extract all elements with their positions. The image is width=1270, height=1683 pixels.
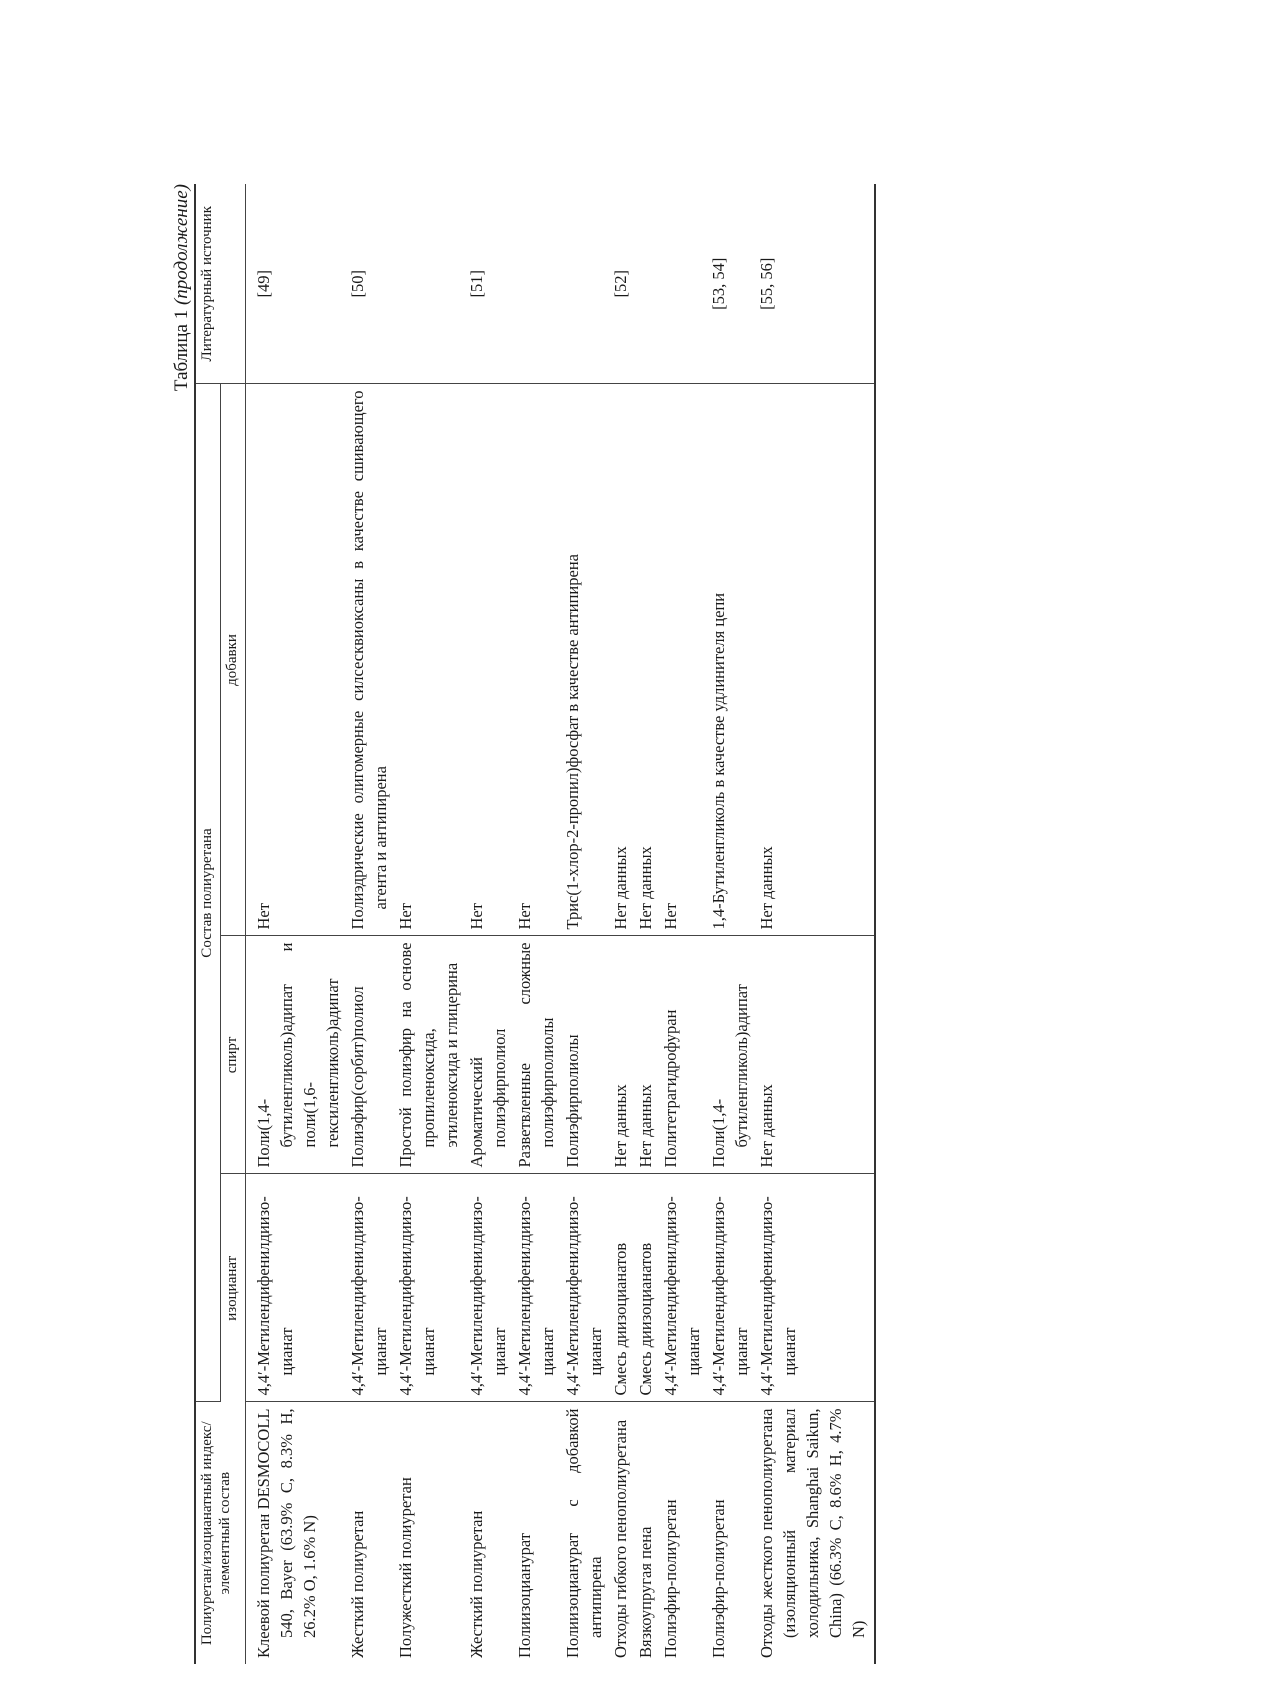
cell-reference: [55, 56] — [754, 184, 875, 384]
cell-isocyanate: 4,4′-Метилендифенилдиизо-цианат — [754, 1174, 875, 1402]
header-alcohol: спирт — [221, 936, 246, 1174]
cell-isocyanate: 4,4′-Метилендифенилдиизо-цианат — [345, 1174, 393, 1402]
cell-alcohol: Полиэфирполиолы — [560, 936, 608, 1174]
cell-additives: Нет — [464, 384, 512, 936]
cell-alcohol: Нет данных — [754, 936, 875, 1174]
table-row — [658, 184, 706, 1664]
table-row — [246, 184, 346, 1664]
cell-alcohol: Простой полиэфир на основе пропиленоксида, этиленоксида и глицерина — [393, 936, 464, 1174]
cell-additives: 1,4-Бутиленгликоль в качестве удлинителя цепи — [706, 384, 754, 936]
cell-reference — [512, 184, 560, 384]
cell-alcohol: Полиэфир(сорбит)полиол — [345, 936, 393, 1174]
cell-additives: Полиэдрические олигомерные силсесквиоксаны в качестве сшивающего агента и антипирена — [345, 384, 393, 936]
table-row — [608, 184, 633, 1664]
cell-reference — [658, 184, 706, 384]
cell-reference — [560, 184, 608, 384]
header-composition-group: Состав полиуретана — [195, 384, 221, 1402]
cell-material: Жесткий полиуретан — [348, 1510, 367, 1658]
rotated-page — [170, 184, 1030, 1664]
cell-isocyanate: 4,4′-Метилендифенилдиизо-цианат — [658, 1174, 706, 1402]
cell-reference — [393, 184, 464, 384]
cell-additives: Нет — [246, 384, 346, 936]
cell-alcohol: Нет данных — [633, 936, 658, 1174]
cell-isocyanate: 4,4′-Метилендифенилдиизо-цианат — [393, 1174, 464, 1402]
cell-reference — [633, 184, 658, 384]
cell-isocyanate: Смесь диизоцианатов — [633, 1174, 658, 1402]
header-additives: добавки — [221, 384, 246, 936]
cell-additives: Нет данных — [633, 384, 658, 936]
table-caption — [170, 184, 194, 391]
cell-additives: Нет — [512, 384, 560, 936]
header-isocyanate: изоцианат — [221, 1174, 246, 1402]
caption-main: Таблица 1 — [171, 309, 192, 392]
cell-reference: [53, 54] — [706, 184, 754, 384]
cell-isocyanate: 4,4′-Метилендифенилдиизо-цианат — [560, 1174, 608, 1402]
cell-material: Отходы жесткого пенополиуретана (изоляционный материал холодильника, Shanghai Saikun, China) (66.3% C, 8.6% H, 4.7% N) — [754, 1402, 875, 1664]
cell-alcohol: Политетрагидрофуран — [658, 936, 706, 1174]
polyurethane-table — [194, 184, 876, 1664]
cell-material: Полиизоцианурат с добавкой антипирена — [563, 1408, 605, 1658]
table-body — [246, 184, 876, 1664]
table-row — [345, 184, 393, 1664]
cell-alcohol: Разветвленные сложные полиэфирполиолы — [512, 936, 560, 1174]
cell-isocyanate: 4,4′-Метилендифенилдиизо-цианат — [706, 1174, 754, 1402]
cell-reference: [51] — [464, 184, 512, 384]
cell-isocyanate: 4,4′-Метилендифенилдиизо-цианат — [512, 1174, 560, 1402]
cell-material: Полиэфир-полиуретан — [709, 1499, 728, 1658]
cell-material: Полиизоцианурат — [515, 1533, 534, 1658]
cell-alcohol: Поли(1,4-бутиленгликоль)адипат и поли(1,6-гексиленгликоль)адипат — [246, 936, 346, 1174]
cell-isocyanate: 4,4′-Метилендифенилдиизо-цианат — [464, 1174, 512, 1402]
cell-material: Полужесткий полиуретан — [396, 1477, 415, 1658]
cell-additives: Нет данных — [754, 384, 875, 936]
table-row — [512, 184, 560, 1664]
cell-alcohol: Поли(1,4-бутиленгликоль)адипат — [706, 936, 754, 1174]
cell-isocyanate: 4,4′-Метилендифенилдиизо-цианат — [246, 1174, 346, 1402]
caption-continuation: (продолжение) — [171, 184, 192, 306]
header-row-1 — [195, 184, 221, 1664]
table-row — [754, 184, 875, 1664]
cell-material: Вязкоупругая пена — [636, 1526, 655, 1658]
cell-additives: Трис(1-хлор-2-пропил)фосфат в качестве антипирена — [560, 384, 608, 936]
cell-reference: [49] — [246, 184, 346, 384]
header-material: Полиуретан/изоцианатный индекс/ элементный состав — [195, 1402, 246, 1664]
cell-material: Клеевой полиуретан DESMOCOLL 540, Bayer (63.9% C, 8.3% H, 26.2% O, 1.6% N) — [254, 1408, 319, 1658]
table-row — [393, 184, 464, 1664]
table-row — [464, 184, 512, 1664]
cell-alcohol: Нет данных — [608, 936, 633, 1174]
cell-reference: [50] — [345, 184, 393, 384]
cell-alcohol: Ароматический полиэфирполиол — [464, 936, 512, 1174]
cell-additives: Нет — [393, 384, 464, 936]
cell-additives: Нет данных — [608, 384, 633, 936]
cell-material: Полиэфир-полиуретан — [661, 1499, 680, 1658]
cell-isocyanate: Смесь диизоцианатов — [608, 1174, 633, 1402]
cell-reference: [52] — [608, 184, 633, 384]
table-row — [706, 184, 754, 1664]
table-row — [633, 184, 658, 1664]
cell-material: Отходы гибкого пенополиуретана — [611, 1419, 630, 1658]
cell-material: Жесткий полиуретан — [467, 1510, 486, 1658]
header-reference: Литературный источник — [195, 184, 246, 384]
cell-additives: Нет — [658, 384, 706, 936]
table-row — [560, 184, 608, 1664]
